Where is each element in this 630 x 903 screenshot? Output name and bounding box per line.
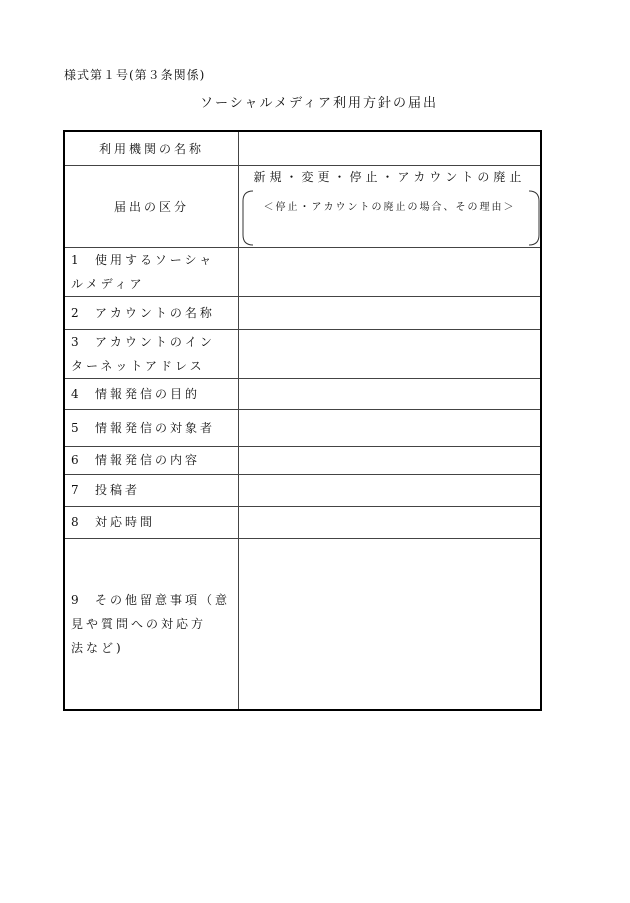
item-number: 4 (71, 386, 79, 401)
reason-note: ＜停止・アカウントの廃止の場合、その理由＞ (263, 201, 516, 213)
field-item-4[interactable] (239, 378, 542, 409)
notification-type-options[interactable]: 新規・変更・停止・アカウントの廃止 (253, 169, 526, 184)
row-notification-type (64, 165, 541, 247)
label-item-4 (64, 378, 239, 409)
field-item-2[interactable] (239, 296, 542, 329)
item-label-line: 情報発信の対象者 (95, 420, 216, 435)
item-label-line: ルメディア (71, 276, 145, 291)
field-item-1[interactable] (239, 247, 542, 296)
item-label-line: 見や質問への対応方 (71, 616, 207, 631)
row-item-8 (64, 506, 541, 538)
row-item-4 (64, 378, 541, 409)
label-notification-type: 届出の区分 (64, 165, 239, 247)
row-item-2 (64, 296, 541, 329)
item-label-line: ターネットアドレス (71, 358, 205, 373)
form-number: 様式第１号(第３条関係) (64, 68, 206, 82)
item-label-line: 情報発信の目的 (95, 386, 201, 401)
item-label-line: その他留意事項（意 (95, 592, 231, 607)
item-label-line: 法など) (71, 640, 124, 655)
field-item-7[interactable] (239, 474, 542, 506)
row-item-6 (64, 446, 541, 474)
row-item-7 (64, 474, 541, 506)
item-number: 6 (71, 453, 79, 467)
item-label-line: 使用するソーシャ (95, 252, 215, 267)
label-item-6 (64, 446, 239, 474)
reason-bracket[interactable] (241, 189, 538, 247)
field-item-9[interactable] (239, 538, 542, 710)
item-label-line: 情報発信の内容 (95, 453, 201, 467)
row-institution-name (64, 131, 541, 165)
label-item-7 (64, 474, 239, 506)
item-number: 8 (71, 515, 79, 529)
row-item-5 (64, 409, 541, 446)
item-number: 2 (71, 305, 79, 320)
label-item-8 (64, 506, 239, 538)
field-item-5[interactable] (239, 409, 542, 446)
field-notification-type[interactable] (239, 165, 542, 247)
row-item-3 (64, 329, 541, 378)
item-number: 9 (71, 592, 79, 607)
field-institution-name[interactable] (239, 131, 542, 165)
item-label-line: アカウントの名称 (95, 305, 215, 320)
document-title: ソーシャルメディア利用方針の届出 (200, 96, 439, 111)
label-item-5 (64, 409, 239, 446)
label-item-1 (64, 247, 239, 296)
label-item-2 (64, 296, 239, 329)
label-item-3 (64, 329, 239, 378)
row-item-9 (64, 538, 541, 710)
row-item-1 (64, 247, 541, 296)
item-label-line: 対応時間 (95, 515, 156, 529)
item-label-line: 投稿者 (95, 483, 141, 497)
field-item-8[interactable] (239, 506, 542, 538)
label-item-9 (64, 538, 239, 710)
label-institution-name: 利用機関の名称 (64, 131, 239, 165)
item-number: 5 (71, 420, 79, 435)
item-number: 3 (71, 334, 79, 349)
notification-form-table (63, 130, 542, 711)
item-number: 1 (71, 252, 79, 267)
item-label-line: アカウントのイン (95, 334, 215, 349)
field-item-3[interactable] (239, 329, 542, 378)
field-item-6[interactable] (239, 446, 542, 474)
item-number: 7 (71, 483, 79, 497)
